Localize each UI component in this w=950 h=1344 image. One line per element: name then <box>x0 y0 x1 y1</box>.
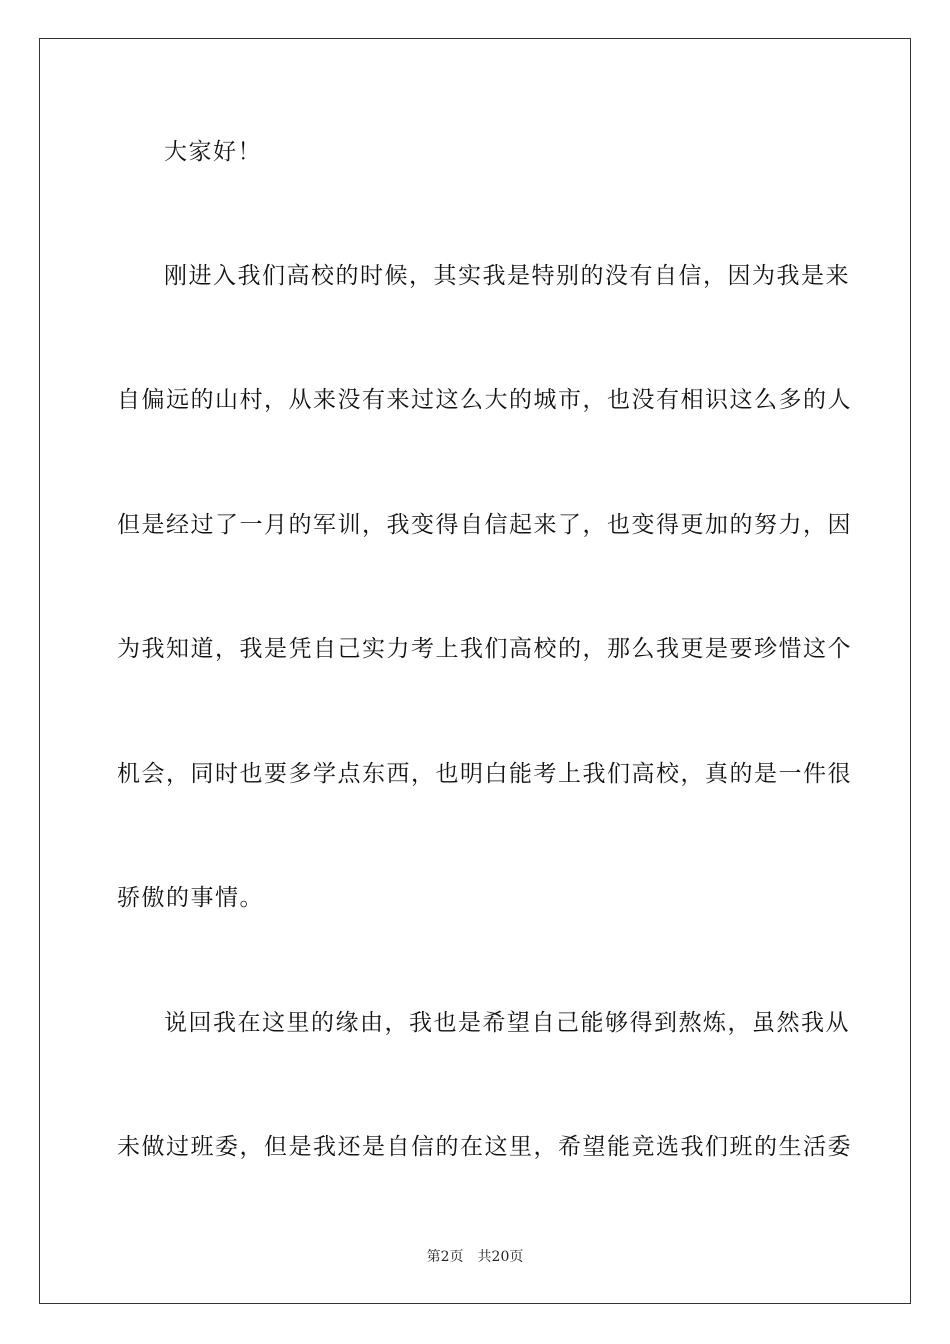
paragraph-line: 刚进入我们高校的时候，其实我是特别的没有自信，因为我是来 <box>164 263 850 289</box>
page-footer <box>0 1248 950 1266</box>
paragraph-line: 自偏远的山村，从来没有来过这么大的城市，也没有相识这么多的人 <box>117 387 852 413</box>
paragraph-line: 骄傲的事情。 <box>117 885 264 911</box>
paragraph-line: 但是经过了一月的军训，我变得自信起来了，也变得更加的努力，因 <box>117 512 852 538</box>
paragraph-line: 未做过班委，但是我还是自信的在这里，希望能竞选我们班的生活委 <box>117 1134 852 1160</box>
page-count: 共20页 <box>477 1249 524 1265</box>
paragraph-line: 说回我在这里的缘由，我也是希望自己能够得到熬炼，虽然我从 <box>164 1010 850 1036</box>
greeting-line: 大家好！ <box>164 139 262 165</box>
page-frame <box>39 38 911 1304</box>
page-number: 第2页 <box>426 1249 464 1265</box>
paragraph-line: 机会，同时也要多学点东西，也明白能考上我们高校，真的是一件很 <box>117 761 852 787</box>
paragraph-line: 为我知道，我是凭自己实力考上我们高校的，那么我更是要珍惜这个 <box>117 636 852 662</box>
